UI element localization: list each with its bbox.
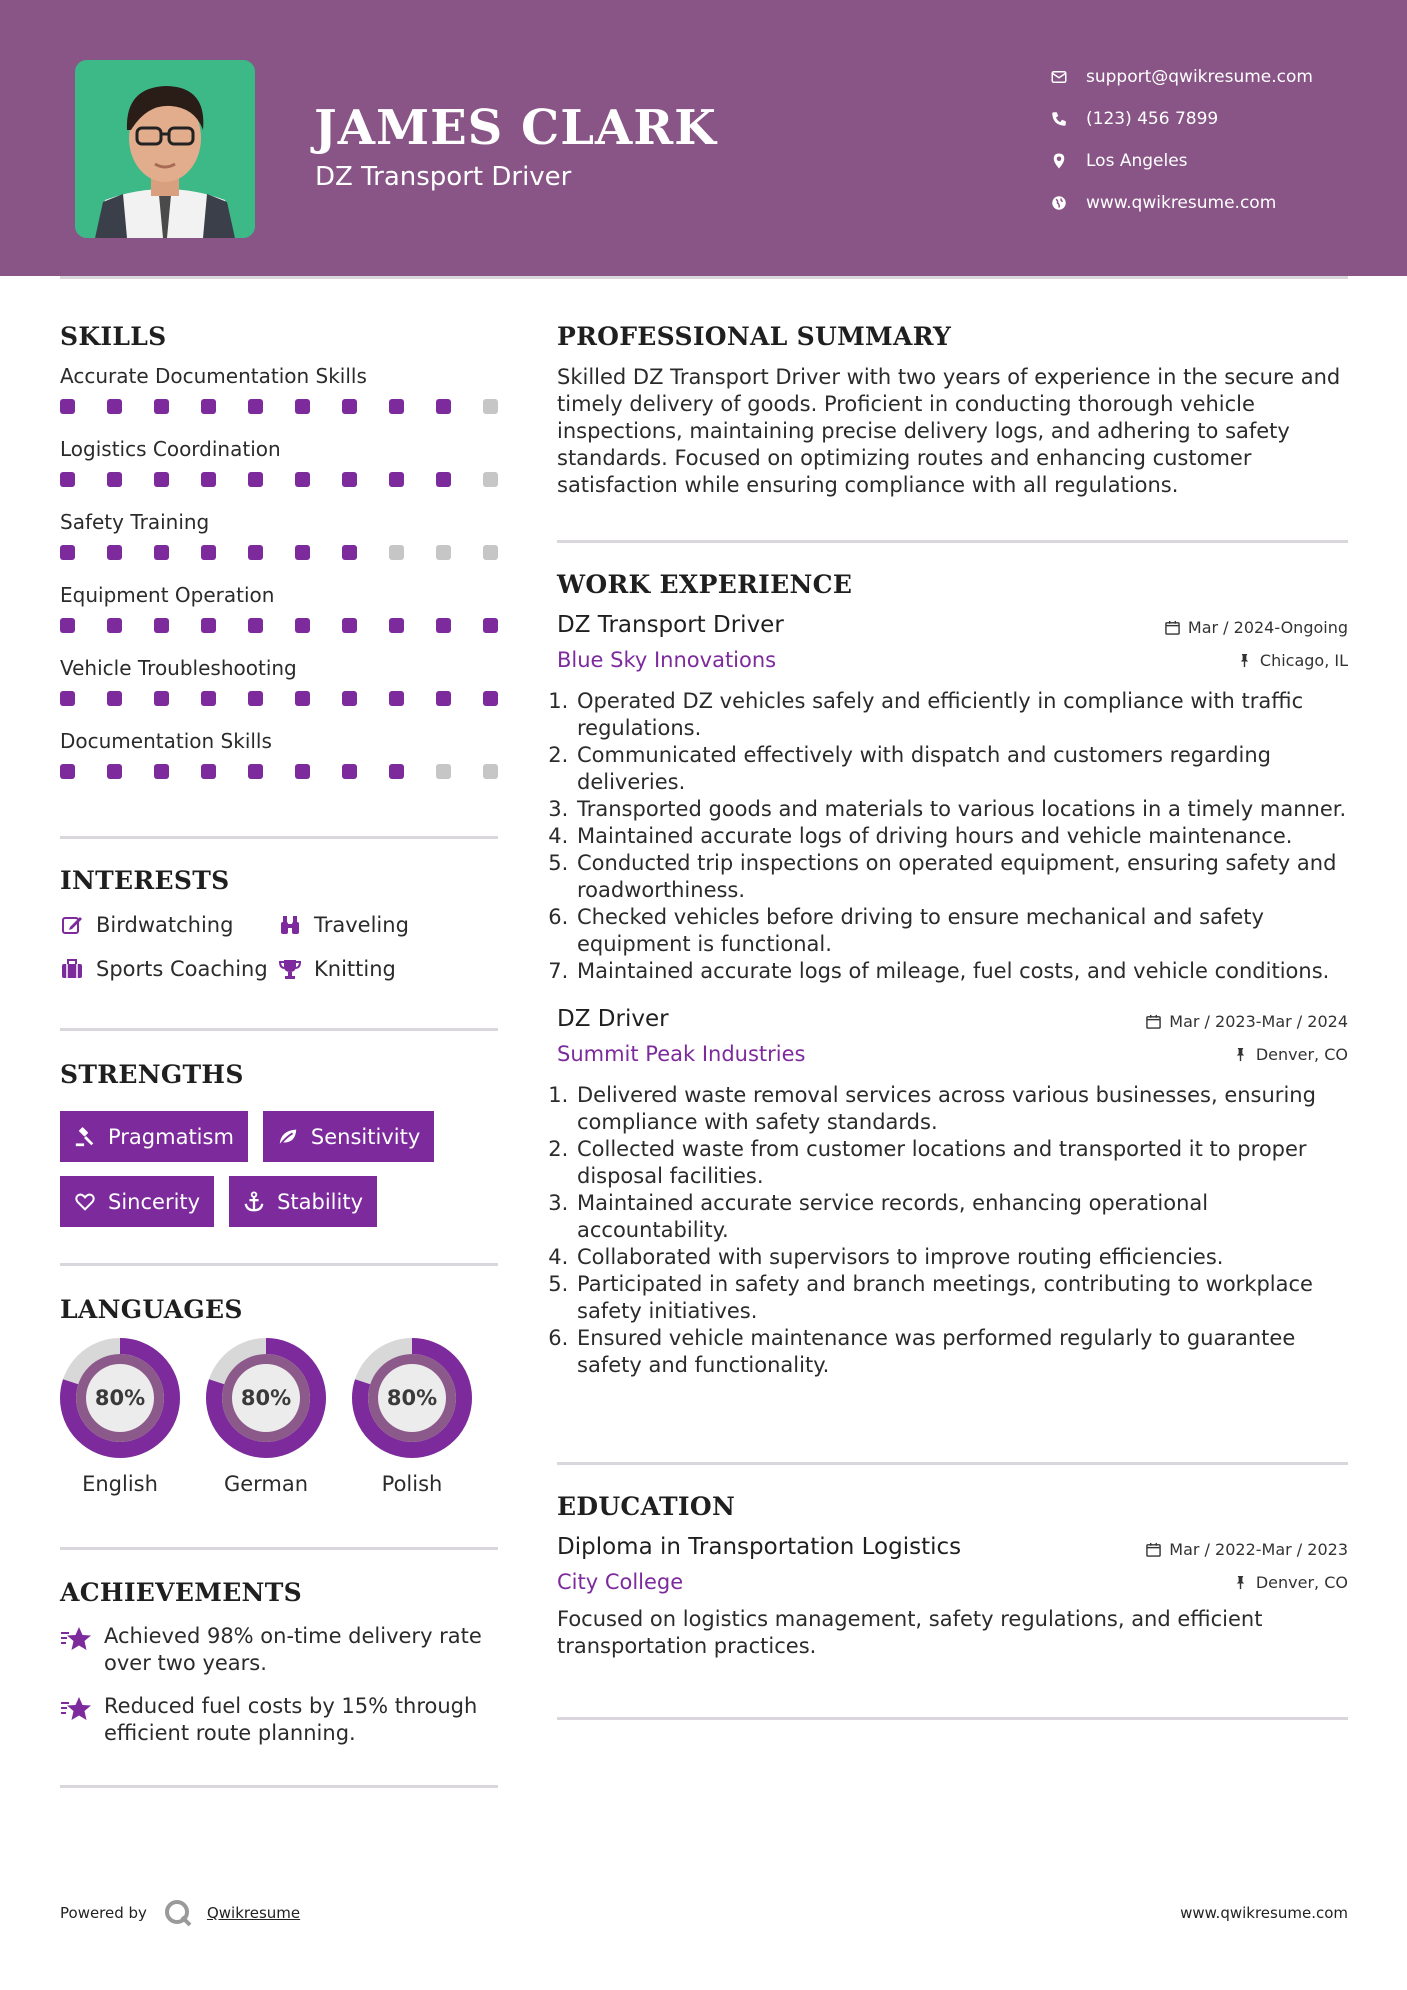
education-dates-text: Mar / 2022-Mar / 2023 xyxy=(1169,1540,1348,1559)
star-award-icon xyxy=(60,1695,92,1723)
job-duty: 5. Conducted trip inspections on operated equipment, ensuring safety and roadworthiness. xyxy=(575,850,1348,904)
job-duty: 4. Collaborated with supervisors to improve routing efficiencies. xyxy=(575,1244,1348,1271)
language-percent: 80% xyxy=(94,1386,146,1410)
job-dates xyxy=(1146,1012,1348,1031)
summary-section xyxy=(557,322,1348,499)
strengths-list xyxy=(60,1111,498,1227)
skill-dot-filled xyxy=(295,764,310,779)
section-divider xyxy=(60,1263,498,1266)
anchor-icon xyxy=(243,1191,265,1213)
strength-label: Sincerity xyxy=(108,1189,201,1214)
job-duty: 3. Maintained accurate service records, enhancing operational accountability. xyxy=(575,1190,1348,1244)
skill-name: Accurate Documentation Skills xyxy=(60,364,367,388)
skill-dot-filled xyxy=(248,764,263,779)
education-location xyxy=(1233,1573,1348,1592)
contact-phone[interactable] xyxy=(1050,98,1313,140)
skill-item xyxy=(60,435,497,508)
skill-dot-filled xyxy=(201,545,216,560)
contact-phone-text: (123) 456 7899 xyxy=(1086,109,1219,129)
phone-icon xyxy=(1050,110,1068,128)
education-title: EDUCATION xyxy=(557,1492,736,1521)
skill-dot-filled xyxy=(436,399,451,414)
achievement-text: Achieved 98% on-time delivery rate over two years. xyxy=(104,1624,482,1675)
edit-icon xyxy=(60,913,84,937)
skill-dot-filled xyxy=(295,545,310,560)
skill-item xyxy=(60,727,497,800)
pushpin-icon xyxy=(1233,1575,1248,1590)
skill-item xyxy=(60,362,497,435)
job-duty: 4. Maintained accurate logs of driving hours and vehicle maintenance. xyxy=(575,823,1348,850)
section-divider xyxy=(60,1028,498,1031)
job-duty: 6. Checked vehicles before driving to ensure mechanical and safety equipment is functional. xyxy=(575,904,1348,958)
powered-by-label: Powered by xyxy=(60,1904,147,1922)
skill-dot-filled xyxy=(295,691,310,706)
strength-chip xyxy=(60,1111,248,1162)
skill-rating xyxy=(60,764,498,779)
skill-dot-filled xyxy=(483,618,498,633)
pushpin-icon xyxy=(1233,1047,1248,1062)
interest-label: Birdwatching xyxy=(96,913,234,937)
education-degree: Diploma in Transportation Logistics xyxy=(557,1534,962,1560)
skill-dot-empty xyxy=(389,545,404,560)
profile-photo xyxy=(75,60,255,238)
leaf-icon xyxy=(277,1126,299,1148)
skill-dot-filled xyxy=(248,472,263,487)
job-company: Blue Sky Innovations xyxy=(557,648,777,672)
language-name: English xyxy=(82,1472,158,1496)
strength-chip xyxy=(263,1111,434,1162)
education-dates xyxy=(1146,1540,1348,1559)
trophy-icon xyxy=(278,957,302,981)
avatar-illustration xyxy=(75,60,255,238)
interest-item xyxy=(278,913,498,937)
skill-name: Documentation Skills xyxy=(60,729,272,753)
skill-dot-filled xyxy=(389,691,404,706)
summary-title: PROFESSIONAL SUMMARY xyxy=(557,322,952,351)
job-entry xyxy=(557,612,1348,985)
footer-website[interactable]: www.qwikresume.com xyxy=(1180,1904,1348,1922)
job-entry xyxy=(557,1006,1348,1379)
skill-dot-filled xyxy=(342,618,357,633)
language-item xyxy=(206,1338,326,1496)
job-duty: 5. Participated in safety and branch meetings, contributing to workplace safety initiatives. xyxy=(575,1271,1348,1325)
job-dates-text: Mar / 2024-Ongoing xyxy=(1187,618,1348,637)
skills-list xyxy=(60,362,497,800)
strengths-title: STRENGTHS xyxy=(60,1060,244,1089)
skill-item xyxy=(60,581,497,654)
summary-text: Skilled DZ Transport Driver with two years of experience in the secure and timely delivery of goods. Proficient in conducting thorough vehicle inspections, maintaining precise delivery logs, and adhering to safety standards. Focused on optimizing routes and enhancing customer satisfaction while ensuring compliance with all regulations. xyxy=(557,365,1341,497)
job-location-text: Denver, CO xyxy=(1255,1044,1348,1064)
qwikresume-logo-icon xyxy=(163,1898,193,1928)
skill-dot-filled xyxy=(154,764,169,779)
skill-dot-filled xyxy=(154,545,169,560)
candidate-role: DZ Transport Driver xyxy=(315,162,572,192)
job-duty: 7. Maintained accurate logs of mileage, fuel costs, and vehicle conditions. xyxy=(575,958,1348,985)
section-divider xyxy=(60,1785,498,1788)
skill-dot-filled xyxy=(295,618,310,633)
job-title: DZ Transport Driver xyxy=(557,612,784,638)
envelope-icon xyxy=(1050,68,1068,86)
language-percent: 80% xyxy=(386,1386,438,1410)
languages-section xyxy=(60,1295,497,1496)
skill-dot-filled xyxy=(107,472,122,487)
skill-dot-filled xyxy=(342,764,357,779)
skill-dot-filled xyxy=(60,472,75,487)
star-award-icon xyxy=(60,1625,92,1653)
skill-rating xyxy=(60,545,498,560)
education-entry xyxy=(557,1534,1348,1660)
skill-rating xyxy=(60,691,498,706)
language-percent: 80% xyxy=(240,1386,292,1410)
section-divider xyxy=(557,1717,1348,1720)
gavel-icon xyxy=(74,1126,96,1148)
skill-dot-filled xyxy=(342,691,357,706)
section-divider xyxy=(60,1547,498,1550)
skill-dot-filled xyxy=(436,618,451,633)
skill-dot-empty xyxy=(436,545,451,560)
job-title: DZ Driver xyxy=(557,1006,669,1032)
skill-dot-empty xyxy=(483,399,498,414)
calendar-icon xyxy=(1146,1542,1161,1557)
job-duty: 6. Ensured vehicle maintenance was performed regularly to guarantee safety and functionality. xyxy=(575,1325,1348,1379)
skill-dot-filled xyxy=(201,472,216,487)
language-item xyxy=(352,1338,472,1496)
resume-header xyxy=(0,0,1407,276)
skill-dot-filled xyxy=(295,472,310,487)
languages-list xyxy=(60,1338,497,1496)
job-duty: 3. Transported goods and materials to various locations in a timely manner. xyxy=(575,796,1348,823)
skill-dot-empty xyxy=(436,764,451,779)
skill-dot-filled xyxy=(60,691,75,706)
contact-website-text: www.qwikresume.com xyxy=(1086,193,1277,213)
skill-dot-empty xyxy=(483,545,498,560)
education-school: City College xyxy=(557,1570,684,1594)
briefcase-icon xyxy=(60,957,84,981)
skill-dot-filled xyxy=(342,399,357,414)
strength-label: Sensitivity xyxy=(310,1124,421,1149)
skill-dot-filled xyxy=(201,399,216,414)
candidate-name: JAMES CLARK xyxy=(314,100,717,156)
achievement-item xyxy=(60,1693,497,1747)
experience-title: WORK EXPERIENCE xyxy=(557,570,853,599)
job-duties xyxy=(557,688,1348,985)
skill-dot-filled xyxy=(436,472,451,487)
skill-dot-filled xyxy=(201,691,216,706)
skill-dot-empty xyxy=(483,764,498,779)
skill-dot-filled xyxy=(201,764,216,779)
skill-dot-filled xyxy=(342,472,357,487)
experience-section xyxy=(557,570,1348,1379)
language-item xyxy=(60,1338,180,1496)
skill-name: Vehicle Troubleshooting xyxy=(60,656,297,680)
skill-item xyxy=(60,508,497,581)
job-location xyxy=(1233,1045,1348,1064)
contact-website[interactable] xyxy=(1050,182,1313,224)
job-dates xyxy=(1165,618,1348,637)
skill-name: Safety Training xyxy=(60,510,210,534)
strength-label: Pragmatism xyxy=(108,1124,234,1149)
language-progress-ring xyxy=(206,1338,326,1458)
section-divider xyxy=(557,1462,1348,1465)
globe-icon xyxy=(1050,194,1068,212)
achievement-text: Reduced fuel costs by 15% through efficient route planning. xyxy=(104,1694,478,1745)
achievement-item xyxy=(60,1623,497,1677)
skill-dot-filled xyxy=(60,618,75,633)
skill-item xyxy=(60,654,497,727)
skill-dot-filled xyxy=(154,618,169,633)
skills-section xyxy=(60,322,497,800)
skill-dot-filled xyxy=(342,545,357,560)
skill-dot-filled xyxy=(60,399,75,414)
skill-dot-filled xyxy=(436,691,451,706)
skill-rating xyxy=(60,399,498,414)
contact-email[interactable] xyxy=(1050,56,1313,98)
job-duty: 2. Communicated effectively with dispatch and customers regarding deliveries. xyxy=(575,742,1348,796)
skill-dot-filled xyxy=(248,691,263,706)
interest-item xyxy=(60,957,278,981)
calendar-icon xyxy=(1165,620,1180,635)
skill-dot-filled xyxy=(389,472,404,487)
interests-title: INTERESTS xyxy=(60,866,230,895)
job-duties xyxy=(557,1082,1348,1379)
skills-title: SKILLS xyxy=(60,322,167,351)
strength-label: Stability xyxy=(277,1189,364,1214)
skill-dot-filled xyxy=(201,618,216,633)
job-duty: 1. Delivered waste removal services across various businesses, ensuring compliance with safety standards. xyxy=(575,1082,1348,1136)
skill-name: Logistics Coordination xyxy=(60,437,281,461)
skill-dot-filled xyxy=(248,399,263,414)
job-duty: 2. Collected waste from customer locations and transported it to proper disposal facilities. xyxy=(575,1136,1348,1190)
interest-label: Knitting xyxy=(314,957,396,981)
language-name: Polish xyxy=(381,1472,443,1496)
job-location xyxy=(1237,651,1348,670)
job-dates-text: Mar / 2023-Mar / 2024 xyxy=(1169,1012,1348,1031)
languages-title: LANGUAGES xyxy=(60,1295,243,1324)
interest-item xyxy=(278,957,498,981)
skill-dot-filled xyxy=(107,764,122,779)
skill-dot-filled xyxy=(107,618,122,633)
map-pin-icon xyxy=(1050,152,1068,170)
interest-label: Sports Coaching xyxy=(96,957,268,981)
skill-rating xyxy=(60,618,498,633)
qwikresume-link[interactable]: Qwikresume xyxy=(206,1904,301,1922)
skill-dot-filled xyxy=(60,545,75,560)
skill-dot-filled xyxy=(107,399,122,414)
contact-list xyxy=(1050,56,1313,224)
skill-name: Equipment Operation xyxy=(60,583,275,607)
education-location-text: Denver, CO xyxy=(1255,1572,1348,1592)
education-section xyxy=(557,1492,1348,1660)
skill-dot-filled xyxy=(107,691,122,706)
language-name: German xyxy=(223,1472,309,1496)
contact-location xyxy=(1050,140,1313,182)
achievements-title: ACHIEVEMENTS xyxy=(60,1578,302,1607)
skill-dot-filled xyxy=(248,618,263,633)
achievements-section xyxy=(60,1578,497,1747)
strength-chip xyxy=(60,1176,214,1227)
calendar-icon xyxy=(1146,1014,1161,1029)
interests-section xyxy=(60,866,497,981)
job-duty: 1. Operated DZ vehicles safely and efficiently in compliance with traffic regulations. xyxy=(575,688,1348,742)
language-progress-ring xyxy=(60,1338,180,1458)
interests-list xyxy=(60,913,497,981)
skill-dot-filled xyxy=(60,764,75,779)
heart-icon xyxy=(74,1191,96,1213)
strength-chip xyxy=(229,1176,377,1227)
education-description: Focused on logistics management, safety regulations, and efficient transportation practices. xyxy=(557,1607,1263,1658)
skill-dot-empty xyxy=(483,472,498,487)
job-company: Summit Peak Industries xyxy=(557,1042,806,1066)
interest-label: Traveling xyxy=(314,913,409,937)
contact-email-text: support@qwikresume.com xyxy=(1086,67,1313,87)
skill-dot-filled xyxy=(248,545,263,560)
contact-location-text: Los Angeles xyxy=(1086,151,1188,171)
page-footer xyxy=(60,1898,1348,1928)
skill-dot-filled xyxy=(389,618,404,633)
section-divider xyxy=(557,540,1348,543)
binoculars-icon xyxy=(278,913,302,937)
skill-dot-filled xyxy=(389,764,404,779)
language-progress-ring xyxy=(352,1338,472,1458)
skill-dot-filled xyxy=(483,691,498,706)
skill-dot-filled xyxy=(295,399,310,414)
skill-rating xyxy=(60,472,498,487)
skill-dot-filled xyxy=(154,691,169,706)
skill-dot-filled xyxy=(107,545,122,560)
interest-item xyxy=(60,913,278,937)
job-location-text: Chicago, IL xyxy=(1259,650,1348,670)
strengths-section xyxy=(60,1060,497,1227)
section-divider xyxy=(60,836,498,839)
header-divider xyxy=(60,276,1348,279)
skill-dot-filled xyxy=(154,399,169,414)
pushpin-icon xyxy=(1237,653,1252,668)
skill-dot-filled xyxy=(389,399,404,414)
skill-dot-filled xyxy=(154,472,169,487)
